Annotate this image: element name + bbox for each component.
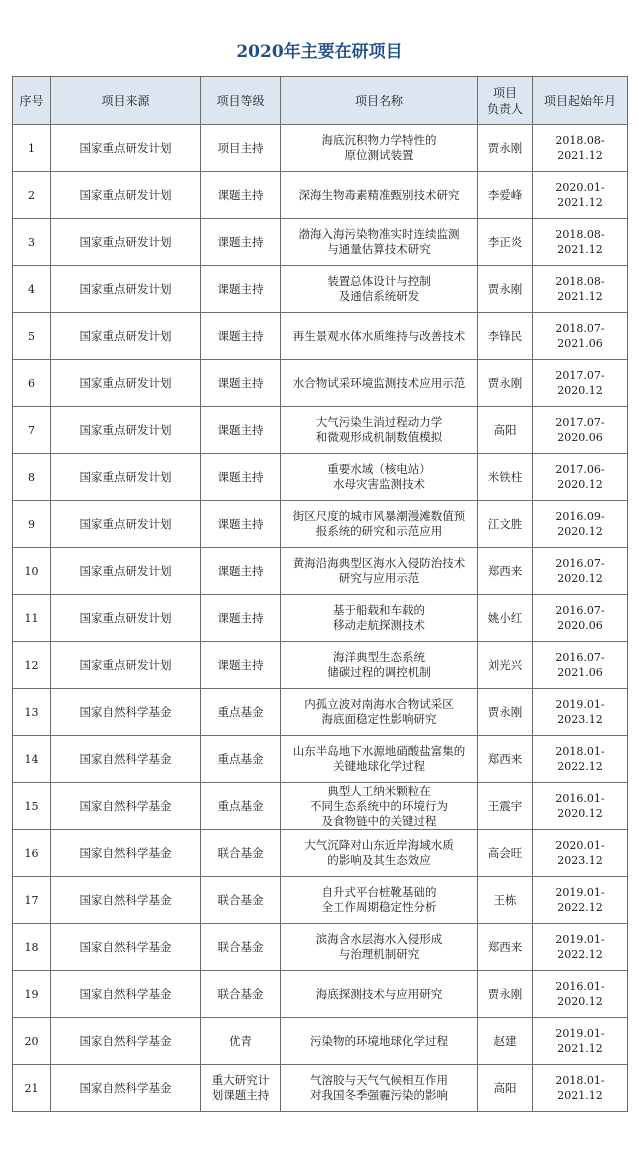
cell-date: 2018.07-2021.06 bbox=[533, 313, 628, 360]
cell-project-name: 装置总体设计与控制 及通信系统研发 bbox=[281, 266, 478, 313]
cell-leader: 贾永刚 bbox=[478, 125, 533, 172]
cell-leader: 贾永刚 bbox=[478, 971, 533, 1018]
cell-index: 8 bbox=[13, 454, 51, 501]
cell-project-name: 大气污染生消过程动力学 和微观形成机制数值模拟 bbox=[281, 407, 478, 454]
cell-index: 11 bbox=[13, 595, 51, 642]
cell-level: 课题主持 bbox=[201, 642, 281, 689]
cell-source: 国家重点研发计划 bbox=[51, 125, 201, 172]
cell-level: 联合基金 bbox=[201, 830, 281, 877]
cell-leader: 郑西来 bbox=[478, 736, 533, 783]
header-project-name: 项目名称 bbox=[281, 77, 478, 125]
cell-date: 2019.01-2022.12 bbox=[533, 877, 628, 924]
cell-level: 课题主持 bbox=[201, 219, 281, 266]
cell-leader: 李锋民 bbox=[478, 313, 533, 360]
cell-index: 2 bbox=[13, 172, 51, 219]
cell-project-name: 黄海沿海典型区海水入侵防治技术 研究与应用示范 bbox=[281, 548, 478, 595]
table-row bbox=[13, 830, 628, 877]
header-source: 项目来源 bbox=[51, 77, 201, 125]
cell-leader: 贾永刚 bbox=[478, 689, 533, 736]
cell-index: 12 bbox=[13, 642, 51, 689]
table-row bbox=[13, 736, 628, 783]
table-row bbox=[13, 877, 628, 924]
cell-leader: 高阳 bbox=[478, 1065, 533, 1112]
table-row bbox=[13, 642, 628, 689]
cell-level: 课题主持 bbox=[201, 172, 281, 219]
cell-source: 国家自然科学基金 bbox=[51, 736, 201, 783]
table-row bbox=[13, 407, 628, 454]
cell-leader: 贾永刚 bbox=[478, 360, 533, 407]
cell-level: 课题主持 bbox=[201, 313, 281, 360]
header-row bbox=[13, 77, 628, 125]
cell-source: 国家自然科学基金 bbox=[51, 877, 201, 924]
cell-source: 国家重点研发计划 bbox=[51, 642, 201, 689]
cell-source: 国家自然科学基金 bbox=[51, 924, 201, 971]
cell-date: 2016.01-2020.12 bbox=[533, 783, 628, 830]
cell-date: 2016.01-2020.12 bbox=[533, 971, 628, 1018]
cell-project-name: 大气沉降对山东近岸海域水质 的影响及其生态效应 bbox=[281, 830, 478, 877]
cell-date: 2016.09-2020.12 bbox=[533, 501, 628, 548]
cell-leader: 高阳 bbox=[478, 407, 533, 454]
cell-project-name: 基于船载和车载的 移动走航探测技术 bbox=[281, 595, 478, 642]
cell-level: 重点基金 bbox=[201, 689, 281, 736]
cell-index: 5 bbox=[13, 313, 51, 360]
cell-project-name: 海底沉积物力学特性的 原位测试装置 bbox=[281, 125, 478, 172]
cell-level: 重点基金 bbox=[201, 736, 281, 783]
cell-index: 13 bbox=[13, 689, 51, 736]
cell-leader: 刘光兴 bbox=[478, 642, 533, 689]
cell-leader: 王栋 bbox=[478, 877, 533, 924]
cell-leader: 米铁柱 bbox=[478, 454, 533, 501]
cell-date: 2018.08-2021.12 bbox=[533, 219, 628, 266]
cell-level: 课题主持 bbox=[201, 595, 281, 642]
cell-source: 国家重点研发计划 bbox=[51, 313, 201, 360]
cell-index: 9 bbox=[13, 501, 51, 548]
cell-index: 4 bbox=[13, 266, 51, 313]
cell-source: 国家重点研发计划 bbox=[51, 454, 201, 501]
cell-index: 19 bbox=[13, 971, 51, 1018]
table-row bbox=[13, 219, 628, 266]
table-row bbox=[13, 924, 628, 971]
cell-level: 联合基金 bbox=[201, 877, 281, 924]
cell-leader: 李正炎 bbox=[478, 219, 533, 266]
cell-level: 课题主持 bbox=[201, 548, 281, 595]
cell-index: 10 bbox=[13, 548, 51, 595]
cell-level: 项目主持 bbox=[201, 125, 281, 172]
table-row bbox=[13, 172, 628, 219]
cell-level: 课题主持 bbox=[201, 266, 281, 313]
cell-source: 国家重点研发计划 bbox=[51, 360, 201, 407]
table-row bbox=[13, 313, 628, 360]
cell-index: 3 bbox=[13, 219, 51, 266]
cell-project-name: 滨海含水层海水入侵形成 与治理机制研究 bbox=[281, 924, 478, 971]
cell-project-name: 海洋典型生态系统 储碳过程的调控机制 bbox=[281, 642, 478, 689]
cell-leader: 高会旺 bbox=[478, 830, 533, 877]
cell-date: 2018.01-2022.12 bbox=[533, 736, 628, 783]
cell-leader: 王震宇 bbox=[478, 783, 533, 830]
cell-source: 国家自然科学基金 bbox=[51, 689, 201, 736]
table-row bbox=[13, 783, 628, 830]
cell-index: 15 bbox=[13, 783, 51, 830]
table-row bbox=[13, 501, 628, 548]
cell-date: 2019.01-2021.12 bbox=[533, 1018, 628, 1065]
header-index: 序号 bbox=[13, 77, 51, 125]
cell-index: 18 bbox=[13, 924, 51, 971]
cell-leader: 赵建 bbox=[478, 1018, 533, 1065]
cell-leader: 李爱峰 bbox=[478, 172, 533, 219]
cell-level: 课题主持 bbox=[201, 501, 281, 548]
cell-index: 21 bbox=[13, 1065, 51, 1112]
cell-date: 2019.01-2023.12 bbox=[533, 689, 628, 736]
cell-date: 2018.08-2021.12 bbox=[533, 125, 628, 172]
cell-date: 2019.01-2022.12 bbox=[533, 924, 628, 971]
cell-level: 课题主持 bbox=[201, 360, 281, 407]
header-start-date: 项目起始年月 bbox=[533, 77, 628, 125]
cell-leader: 江文胜 bbox=[478, 501, 533, 548]
cell-index: 7 bbox=[13, 407, 51, 454]
cell-source: 国家重点研发计划 bbox=[51, 407, 201, 454]
cell-level: 课题主持 bbox=[201, 454, 281, 501]
cell-project-name: 气溶胶与天气气候相互作用 对我国冬季强霾污染的影响 bbox=[281, 1065, 478, 1112]
cell-date: 2016.07-2021.06 bbox=[533, 642, 628, 689]
cell-source: 国家自然科学基金 bbox=[51, 1065, 201, 1112]
table-row bbox=[13, 689, 628, 736]
cell-date: 2017.07-2020.12 bbox=[533, 360, 628, 407]
cell-project-name: 深海生物毒素精准甄别技术研究 bbox=[281, 172, 478, 219]
cell-index: 6 bbox=[13, 360, 51, 407]
cell-level: 联合基金 bbox=[201, 971, 281, 1018]
cell-project-name: 重要水域（核电站） 水母灾害监测技术 bbox=[281, 454, 478, 501]
cell-project-name: 再生景观水体水质维持与改善技术 bbox=[281, 313, 478, 360]
cell-level: 重点基金 bbox=[201, 783, 281, 830]
cell-project-name: 自升式平台桩靴基础的 全工作周期稳定性分析 bbox=[281, 877, 478, 924]
projects-table bbox=[12, 76, 628, 1112]
cell-level: 重大研究计 划课题主持 bbox=[201, 1065, 281, 1112]
table-row bbox=[13, 1018, 628, 1065]
page-title: 2020年主要在研项目 bbox=[236, 42, 403, 62]
cell-source: 国家重点研发计划 bbox=[51, 219, 201, 266]
cell-date: 2018.08-2021.12 bbox=[533, 266, 628, 313]
cell-level: 联合基金 bbox=[201, 924, 281, 971]
cell-source: 国家重点研发计划 bbox=[51, 501, 201, 548]
cell-level: 优青 bbox=[201, 1018, 281, 1065]
cell-date: 2018.01-2021.12 bbox=[533, 1065, 628, 1112]
cell-source: 国家自然科学基金 bbox=[51, 971, 201, 1018]
cell-leader: 贾永刚 bbox=[478, 266, 533, 313]
cell-source: 国家自然科学基金 bbox=[51, 830, 201, 877]
cell-index: 17 bbox=[13, 877, 51, 924]
header-level: 项目等级 bbox=[201, 77, 281, 125]
cell-date: 2016.07-2020.06 bbox=[533, 595, 628, 642]
cell-project-name: 街区尺度的城市风暴潮漫滩数值预 报系统的研究和示范应用 bbox=[281, 501, 478, 548]
cell-index: 1 bbox=[13, 125, 51, 172]
cell-source: 国家自然科学基金 bbox=[51, 1018, 201, 1065]
cell-date: 2020.01-2023.12 bbox=[533, 830, 628, 877]
cell-project-name: 水合物试采环境监测技术应用示范 bbox=[281, 360, 478, 407]
cell-leader: 姚小红 bbox=[478, 595, 533, 642]
table-row bbox=[13, 454, 628, 501]
cell-project-name: 渤海入海污染物准实时连续监测 与通量估算技术研究 bbox=[281, 219, 478, 266]
cell-index: 14 bbox=[13, 736, 51, 783]
table-row bbox=[13, 266, 628, 313]
table-row bbox=[13, 595, 628, 642]
cell-source: 国家重点研发计划 bbox=[51, 266, 201, 313]
cell-source: 国家自然科学基金 bbox=[51, 783, 201, 830]
cell-date: 2016.07-2020.12 bbox=[533, 548, 628, 595]
table-row bbox=[13, 360, 628, 407]
cell-leader: 郑西来 bbox=[478, 924, 533, 971]
cell-project-name: 典型人工纳米颗粒在 不同生态系统中的环境行为 及食物链中的关键过程 bbox=[281, 783, 478, 830]
cell-source: 国家重点研发计划 bbox=[51, 595, 201, 642]
cell-date: 2017.07-2020.06 bbox=[533, 407, 628, 454]
table-row bbox=[13, 548, 628, 595]
cell-index: 20 bbox=[13, 1018, 51, 1065]
cell-date: 2020.01-2021.12 bbox=[533, 172, 628, 219]
table-row bbox=[13, 1065, 628, 1112]
cell-project-name: 污染物的环境地球化学过程 bbox=[281, 1018, 478, 1065]
cell-leader: 郑西来 bbox=[478, 548, 533, 595]
cell-level: 课题主持 bbox=[201, 407, 281, 454]
cell-project-name: 海底探测技术与应用研究 bbox=[281, 971, 478, 1018]
header-leader: 项目 负责人 bbox=[478, 77, 533, 125]
cell-date: 2017.06-2020.12 bbox=[533, 454, 628, 501]
cell-source: 国家重点研发计划 bbox=[51, 172, 201, 219]
cell-source: 国家重点研发计划 bbox=[51, 548, 201, 595]
cell-project-name: 山东半岛地下水源地硝酸盐富集的 关键地球化学过程 bbox=[281, 736, 478, 783]
table-row bbox=[13, 971, 628, 1018]
cell-project-name: 内孤立波对南海水合物试采区 海底面稳定性影响研究 bbox=[281, 689, 478, 736]
cell-index: 16 bbox=[13, 830, 51, 877]
table-row bbox=[13, 125, 628, 172]
